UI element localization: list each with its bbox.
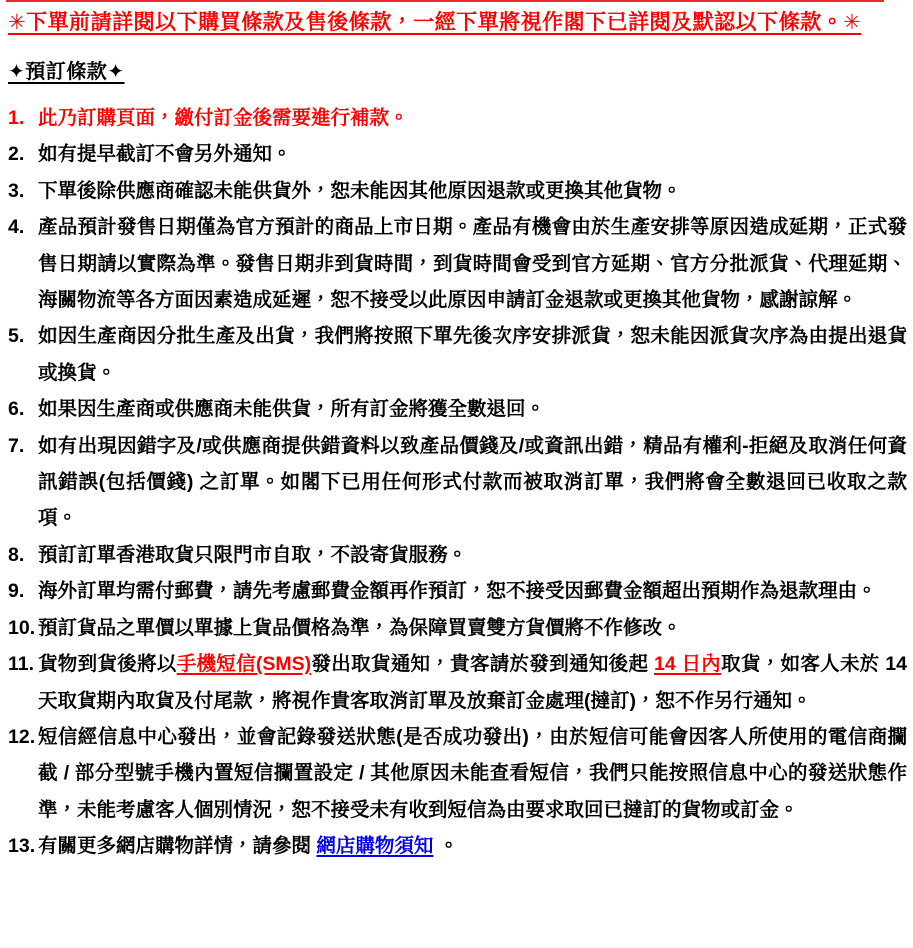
term-item-10 — [8, 610, 907, 646]
purchase-notice-heading: ✳下單前請詳閱以下購買條款及售後條款，一經下單將視作閣下已詳閱及默認以下條款。✳ — [8, 11, 862, 34]
text-segment: 如因生產商因分批生產及出貨，我們將按照下單先後次序安排派貨，恕未能因派貨次序為由提出退貨或換貨。 — [38, 325, 907, 384]
term-number: 5. — [8, 325, 25, 348]
preorder-terms-title: ✦預訂條款✦ — [8, 61, 125, 83]
term-number: 10. — [8, 616, 36, 639]
term-number: 9. — [8, 580, 25, 603]
text-segment: 海外訂單均需付郵費，請先考慮郵費金額再作預訂，恕不接受因郵費金額超出預期作為退款理由。 — [38, 580, 877, 603]
term-item-6 — [8, 391, 907, 427]
term-text — [38, 653, 907, 711]
text-segment: 取貨，如客人未於 14 天取貨期內取貨及付尾款，將視作貴客取消訂單及放棄訂金處理(撻訂)，恕不作另行通知。 — [38, 653, 907, 712]
term-item-3 — [8, 173, 907, 209]
terms-list — [8, 100, 907, 865]
term-text — [38, 580, 877, 602]
term-number: 13. — [8, 835, 36, 858]
term-item-5 — [8, 318, 907, 391]
term-text — [38, 617, 682, 639]
term-item-13 — [8, 828, 907, 864]
text-segment: 如有提早截訂不會另外通知。 — [38, 143, 292, 166]
term-number: 12. — [8, 725, 36, 748]
term-number: 8. — [8, 543, 25, 566]
text-segment: 貨物到貨後將以 — [38, 653, 177, 676]
term-text — [38, 143, 292, 165]
term-text — [38, 726, 907, 821]
text-segment: 短信經信息中心發出，並會記錄發送狀態(是否成功發出)，由於短信可能會因客人所使用的電信商攔截 / 部分型號手機內置短信攔置設定 / 其他原因未能查看短信，我們只能按照信息中心的發送狀態作準，未能考慮客人個別情況，恕不接受未有收到短信為由要求取回已撻訂的貨物或訂金。 — [38, 725, 907, 821]
text-segment: 如有出現因錯字及/或供應商提供錯資料以致產品價錢及/或資訊出錯，精品有權利-拒絕及取消任何資訊錯誤(包括價錢) 之訂單。如閣下已用任何形式付款而被取消訂單，我們將會全數退回已收取之款項。 — [38, 434, 907, 530]
term-item-1 — [8, 100, 907, 136]
term-item-8 — [8, 537, 907, 573]
text-segment: 產品預計發售日期僅為官方預計的商品上市日期。產品有機會由於生產安排等原因造成延期，正式發售日期請以實際為準。發售日期非到貨時間，到貨時間會受到官方延期、官方分批派貨、代理延期、海關物流等各方面因素造成延遲，恕不接受以此原因申請訂金退款或更換其他貨物，感謝諒解。 — [38, 216, 907, 312]
term-text — [38, 325, 907, 383]
text-segment: 如果因生產商或供應商未能供貨，所有訂金將獲全數退回。 — [38, 398, 546, 421]
text-segment: 預訂訂單香港取貨只限門市自取，不設寄貨服務。 — [38, 543, 468, 566]
term-number: 4. — [8, 216, 25, 239]
text-segment: 此乃訂購頁面，繳付訂金後需要進行補款。 — [38, 107, 409, 129]
pickup-deadline-highlight: 14 日內 — [654, 653, 722, 676]
term-text — [38, 107, 409, 129]
term-item-2 — [8, 136, 907, 172]
term-item-7 — [8, 428, 907, 537]
term-number: 3. — [8, 179, 25, 202]
term-number: 7. — [8, 434, 25, 457]
term-text — [38, 180, 682, 202]
text-segment: 下單後除供應商確認未能供貨外，恕未能因其他原因退款或更換其他貨物。 — [38, 179, 682, 202]
term-number: 1. — [8, 107, 25, 129]
term-item-9 — [8, 573, 907, 609]
text-segment: 預訂貨品之單價以單據上貨品價格為準，為保障買賣雙方貨價將不作修改。 — [38, 616, 682, 639]
text-segment: 有關更多網店購物詳情，請參閱 — [38, 835, 317, 858]
term-item-12 — [8, 719, 907, 828]
shop-guide-link[interactable]: 網店購物須知 — [316, 835, 434, 858]
term-text — [38, 544, 467, 566]
term-item-4 — [8, 209, 907, 318]
term-text — [38, 216, 907, 311]
text-segment: 發出取貨通知，貴客請於發到通知後起 — [311, 653, 655, 676]
text-segment: 。 — [433, 835, 459, 858]
term-text — [38, 435, 907, 530]
sms-highlight: 手機短信(SMS) — [176, 653, 312, 676]
term-text — [38, 398, 545, 420]
term-item-11 — [8, 646, 907, 719]
term-number: 6. — [8, 398, 25, 421]
term-text — [38, 835, 458, 857]
cropped-underline-artifact — [6, 0, 884, 2]
term-number: 11. — [8, 653, 35, 676]
term-number: 2. — [8, 143, 25, 166]
